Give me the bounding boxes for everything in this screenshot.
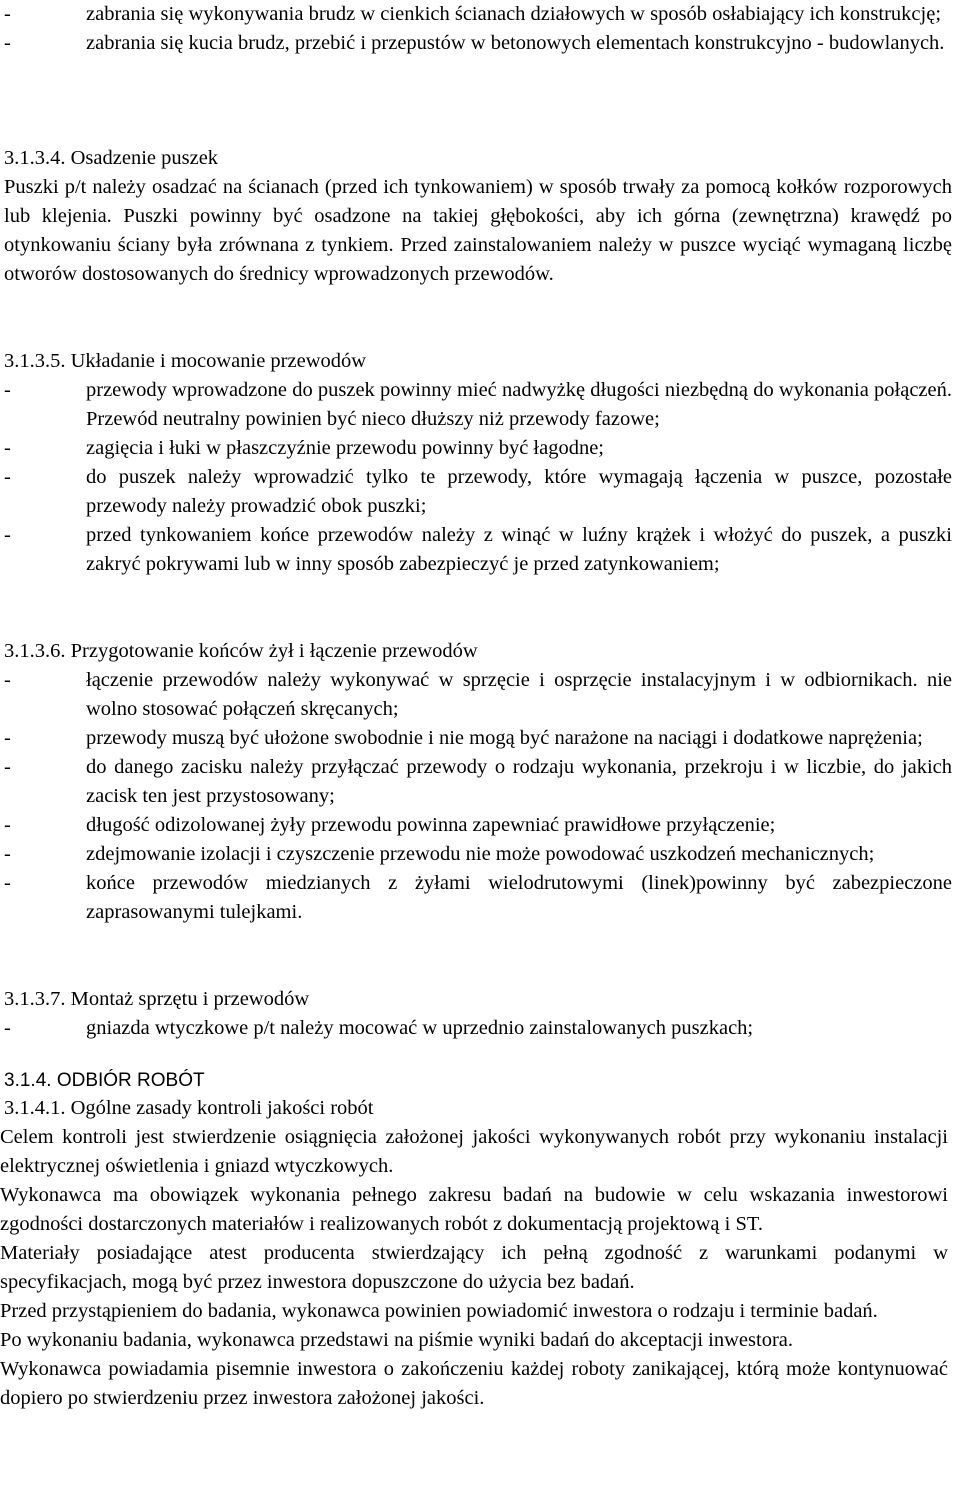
- list-item: - gniazda wtyczkowe p/t należy mocować w uprzednio zainstalowanych puszkach;: [4, 1017, 754, 1039]
- list-item: - zabrania się kucia brudz, przebić i przepustów w betonowych elementach konstrukcyjno - budowlanych.: [4, 32, 945, 54]
- section-heading-314: 3.1.4. ODBIÓR ROBÓT: [4, 1070, 205, 1091]
- connection-list: [4, 666, 952, 927]
- paragraph: Przed przystąpieniem do badania, wykonawca powinien powiadomić inwestora o rodzaju i terminie badań.: [0, 1300, 878, 1322]
- quality-control-text: [0, 1123, 960, 1413]
- list-item: - przed tynkowaniem końce przewodów należy z winąć w luźny krążek i włożyć do puszek, a puszki zakryć pokrywami lub w inny sposób zabezpieczyć je przed zatynkowaniem;: [4, 524, 952, 575]
- paragraph: Celem kontroli jest stwierdzenie osiągnięcia założonej jakości wykonywanych robót przy wykonaniu instalacji elektrycznej oświetlenia i gniazd wtyczkowych.: [0, 1126, 948, 1177]
- paragraph: Materiały posiadające atest producenta stwierdzający ich pełną zgodność z warunkami podanymi w specyfikacjach, mogą być przez inwestora dopuszczone do użycia bez badań.: [0, 1242, 948, 1293]
- wiring-list: [4, 376, 952, 579]
- list-item: - zagięcia i łuki w płaszczyźnie przewodu powinny być łagodne;: [4, 437, 605, 459]
- list-item: - do puszek należy wprowadzić tylko te przewody, które wymagają łączenia w puszce, pozostałe przewody należy prowadzić obok puszki;: [4, 466, 952, 517]
- list-item: - końce przewodów miedzianych z żyłami wielodrutowymi (linek)powinny być zabezpieczone zaprasowanymi tulejkami.: [4, 872, 952, 923]
- section-heading-3134: 3.1.3.4. Osadzenie puszek: [4, 147, 219, 169]
- section-body-3134: Puszki p/t należy osadzać na ścianach (przed ich tynkowaniem) w sposób trwały za pomocą kołków rozporowych lub klejenia. Puszki powinny być osadzone na takiej głębokości, aby ich górna (zewnętrzna) krawędź po otynkowaniu ściany była zrównana z tynkiem. Przed zainstalowaniem należy w puszce wyciąć wymaganą liczbę otworów dostosowanych do średnicy wprowadzonych przewodów.: [4, 176, 952, 285]
- list-item: - przewody muszą być ułożone swobodnie i nie mogą być narażone na naciągi i dodatkowe naprężenia;: [4, 727, 923, 749]
- paragraph: Wykonawca ma obowiązek wykonania pełnego zakresu badań na budowie w celu wskazania inwestorowi zgodności dostarczonych materiałów i realizowanych robót z dokumentacją projektową i ST.: [0, 1184, 948, 1235]
- list-item: - zabrania się wykonywania brudz w cienkich ścianach działowych w sposób osłabiający ich konstrukcję;: [4, 3, 942, 25]
- list-item: - zdejmowanie izolacji i czyszczenie przewodu nie może powodować uszkodzeń mechanicznych;: [4, 843, 875, 865]
- section-heading-3137: 3.1.3.7. Montaż sprzętu i przewodów: [4, 988, 310, 1010]
- list-item: - łączenie przewodów należy wykonywać w sprzęcie i osprzęcie instalacyjnym i w odbiornikach. nie wolno stosować połączeń skręcanych;: [4, 669, 952, 720]
- paragraph: Po wykonaniu badania, wykonawca przedstawi na piśmie wyniki badań do akceptacji inwestora.: [0, 1329, 794, 1351]
- mounting-list: [4, 1014, 952, 1043]
- section-heading-3141: 3.1.4.1. Ogólne zasady kontroli jakości robót: [4, 1097, 374, 1119]
- restriction-list: [4, 0, 952, 58]
- section-heading-3136: 3.1.3.6. Przygotowanie końców żył i łączenie przewodów: [4, 640, 478, 662]
- list-item: - przewody wprowadzone do puszek powinny mieć nadwyżkę długości niezbędną do wykonania połączeń. Przewód neutralny powinien być nieco dłuższy niż przewody fazowe;: [4, 379, 952, 430]
- section-heading-3135: 3.1.3.5. Układanie i mocowanie przewodów: [4, 350, 367, 372]
- paragraph: Wykonawca powiadamia pisemnie inwestora o zakończeniu każdej roboty zanikającej, którą może kontynuować dopiero po stwierdzeniu przez inwestora założonej jakości.: [0, 1358, 948, 1409]
- list-item: - długość odizolowanej żyły przewodu powinna zapewniać prawidłowe przyłączenie;: [4, 814, 776, 836]
- list-item: - do danego zacisku należy przyłączać przewody o rodzaju wykonania, przekroju i w liczbie, do jakich zacisk ten jest przystosowany;: [4, 756, 952, 807]
